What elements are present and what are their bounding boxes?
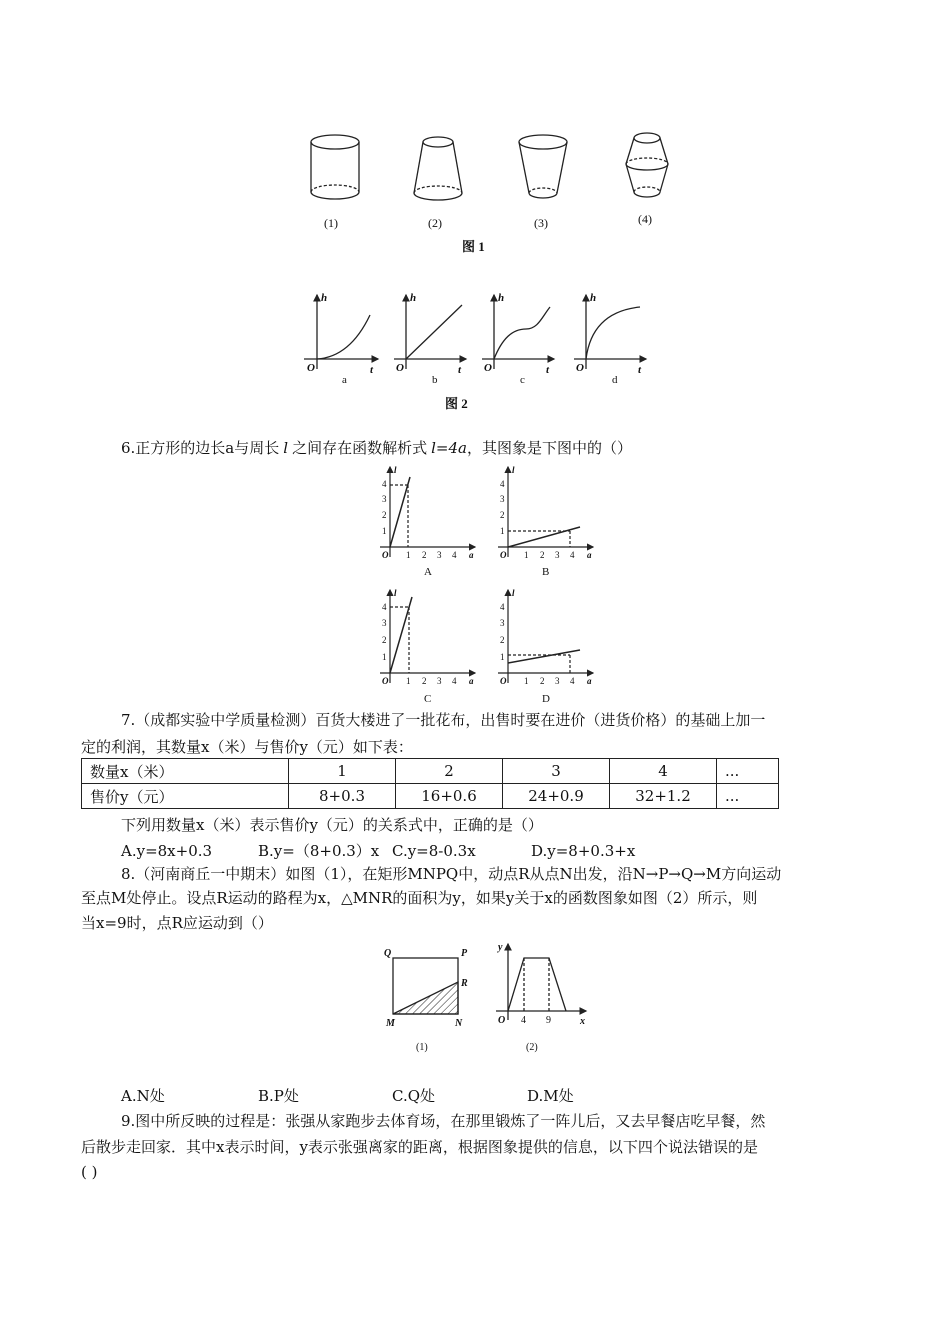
q8-option-c: C.Q处: [392, 1087, 436, 1105]
q7-cell-r1c2: 16+0.6: [396, 784, 503, 809]
q6-C-xt2: 2: [422, 676, 427, 686]
figure-2-graphs: [290, 287, 660, 417]
q6-C-y: l: [394, 588, 397, 598]
q6-var-l: l: [283, 439, 289, 457]
graph-b-o: O: [396, 362, 404, 374]
table-row: [82, 784, 779, 809]
q8-label-R: R: [461, 978, 468, 989]
cup-2-label: (2): [428, 216, 442, 230]
q6-text-mid: 之间存在函数解析式: [292, 439, 428, 457]
q8-graph-x: x: [580, 1016, 585, 1027]
table-row: [82, 759, 779, 784]
q6-B-xt3: 3: [555, 550, 560, 560]
q6-A-xt4: 4: [452, 550, 457, 560]
q6-B-yt1: 1: [500, 526, 505, 536]
graph-d-label: d: [612, 374, 618, 386]
graph-b-x: t: [458, 364, 462, 376]
q8-option-b: B.P处: [258, 1087, 299, 1105]
q8-area-curve: [508, 958, 566, 1011]
q6-B-yt4: 4: [500, 479, 505, 489]
q6-stem: [121, 435, 632, 461]
q7-cell-r1c4: 32+1.2: [610, 784, 717, 809]
graph-d-x: t: [638, 364, 642, 376]
q6-C-x: a: [469, 676, 474, 686]
q7-cell-r0c5: ...: [717, 759, 779, 784]
q8-graph-xt4: 4: [521, 1015, 526, 1026]
q6-C-yt4: 4: [382, 602, 387, 612]
q8-graph-xt9: 9: [546, 1015, 551, 1026]
q6-A-x: a: [469, 550, 474, 560]
q6-D-xt2: 2: [540, 676, 545, 686]
graph-a-label: a: [342, 374, 347, 386]
q6-A-yt2: 2: [382, 510, 387, 520]
q6-graph-D: [488, 585, 598, 707]
q8-label-P: P: [461, 948, 468, 959]
q7-cell-r1c0: 售价y（元）: [82, 784, 289, 809]
q6-C-yt2: 2: [382, 635, 387, 645]
graph-d-y: h: [590, 292, 597, 304]
q6-A-o: O: [382, 550, 389, 560]
q6-text-post: ，其图象是下图中的（）: [466, 439, 632, 457]
q6-B-xt1: 1: [524, 550, 529, 560]
graph-b-label: b: [432, 374, 438, 386]
cup-3-label: (3): [534, 216, 548, 230]
q6-B-xt2: 2: [540, 550, 545, 560]
q6-D-yt4: 4: [500, 602, 505, 612]
cup-1-label: (1): [324, 216, 338, 230]
graph-b-y: h: [410, 292, 417, 304]
graph-c-y: h: [498, 292, 505, 304]
q6-D-yt3: 3: [500, 618, 505, 628]
graph-c-o: O: [484, 362, 492, 374]
q6-D-y: l: [512, 588, 515, 598]
graph-a-y: h: [321, 292, 328, 304]
q6-C-yt3: 3: [382, 618, 387, 628]
q6-A-xt3: 3: [437, 550, 442, 560]
q6-B-xt4: 4: [570, 550, 575, 560]
q7-option-a: A.y=8x+0.3: [121, 842, 213, 860]
q6-D-label: D: [542, 693, 550, 705]
cup-4-label: (4): [638, 212, 652, 226]
q6-A-y: l: [394, 465, 397, 475]
q7-option-d: D.y=8+0.3+x: [531, 842, 636, 860]
graph-c-curve: [494, 307, 550, 359]
q8-graph-y: y: [498, 942, 503, 953]
graph-d-curve: [586, 307, 640, 359]
cup-3-top: [519, 135, 567, 149]
q6-C-o: O: [382, 676, 389, 686]
q7-table: [81, 758, 779, 809]
q7-cell-r0c4: 4: [610, 759, 717, 784]
graph-a-curve: [317, 315, 370, 359]
q6-C-yt1: 1: [382, 652, 387, 662]
figure-1-caption: 图 1: [462, 239, 485, 254]
q6-B-y: l: [512, 465, 515, 475]
q8-option-d: D.M处: [527, 1087, 574, 1105]
q7-question: 下列用数量x（米）表示售价y（元）的关系式中，正确的是（）: [121, 816, 543, 834]
q6-graph-A: [370, 462, 480, 580]
q7-cell-r0c2: 2: [396, 759, 503, 784]
q8-figure-2-graph: [486, 938, 591, 1062]
q6-C-xt4: 4: [452, 676, 457, 686]
q9-line-3: ( ): [81, 1163, 98, 1181]
graph-c-x: t: [546, 364, 550, 376]
q6-D-yt2: 2: [500, 635, 505, 645]
graph-a-o: O: [307, 362, 315, 374]
q6-C-xt3: 3: [437, 676, 442, 686]
q7-cell-r1c3: 24+0.9: [503, 784, 610, 809]
figure-2-caption: 图 2: [445, 396, 468, 411]
q8-graph-o: O: [498, 1015, 506, 1026]
graph-b-line: [406, 305, 462, 359]
q8-line-2: 至点M处停止。设点R运动的路程为x，△MNR的面积为y，如果y关于x的函数图象如图（2）所示，则: [81, 889, 758, 907]
q6-D-xt4: 4: [570, 676, 575, 686]
q6-B-o: O: [500, 550, 507, 560]
q6-C-xt1: 1: [406, 676, 411, 686]
q6-formula: l=4a: [431, 439, 467, 457]
q7-cell-r0c1: 1: [289, 759, 396, 784]
q6-A-yt3: 3: [382, 494, 387, 504]
q9-line-2: 后散步走回家．其中x表示时间，y表示张强离家的距离，根据图象提供的信息，以下四个说法错误的是: [81, 1138, 758, 1156]
cup-1-top: [311, 135, 359, 149]
cup-2-top: [423, 137, 453, 147]
graph-a-x: t: [370, 364, 374, 376]
q6-D-x: a: [587, 676, 592, 686]
q6-A-xt1: 1: [406, 550, 411, 560]
q6-A-label: A: [424, 566, 432, 578]
q7-option-c: C.y=8-0.3x: [392, 842, 476, 860]
graph-d-o: O: [576, 362, 584, 374]
q6-graph-C: [370, 585, 480, 707]
q6-B-label: B: [542, 566, 550, 578]
q7-cell-r1c1: 8+0.3: [289, 784, 396, 809]
q6-A-xt2: 2: [422, 550, 427, 560]
q6-A-yt1: 1: [382, 526, 387, 536]
q6-C-label: C: [424, 693, 432, 705]
q8-fig2-caption: (2): [526, 1042, 538, 1053]
q8-figure-1-rectangle: [378, 942, 478, 1062]
q6-D-xt1: 1: [524, 676, 529, 686]
q8-label-Q: Q: [384, 948, 392, 959]
q8-line-1: 8.（河南商丘一中期末）如图（1），在矩形MNPQ中，动点R从点N出发，沿N→P→Q→M方向运动: [121, 865, 782, 883]
q6-text-pre: 6.正方形的边长a与周长: [121, 439, 280, 457]
q6-D-yt1: 1: [500, 652, 505, 662]
figure-1-cups: [290, 120, 690, 265]
q7-cell-r0c0: 数量x（米）: [82, 759, 289, 784]
q8-label-M: M: [386, 1018, 395, 1029]
q6-A-yt4: 4: [382, 479, 387, 489]
q8-line-3: 当x=9时，点R应运动到（）: [81, 914, 273, 932]
q6-D-o: O: [500, 676, 507, 686]
q9-line-1: 9.图中所反映的过程是：张强从家跑步去体育场，在那里锻炼了一阵儿后，又去早餐店吃早餐，然: [121, 1112, 766, 1130]
q6-D-xt3: 3: [555, 676, 560, 686]
q7-line-1: 7.（成都实验中学质量检测）百货大楼进了一批花布，出售时要在进价（进货价格）的基础上加一: [121, 711, 766, 729]
q6-B-yt3: 3: [500, 494, 505, 504]
q7-cell-r0c3: 3: [503, 759, 610, 784]
cup-4-top: [634, 133, 660, 143]
q8-label-N: N: [455, 1018, 463, 1029]
q6-B-x: a: [587, 550, 592, 560]
q8-option-a: A.N处: [121, 1087, 165, 1105]
q6-graph-B: [488, 462, 598, 580]
q7-option-b: B.y=（8+0.3）x: [258, 842, 380, 860]
graph-c-label: c: [520, 374, 525, 386]
q6-B-yt2: 2: [500, 510, 505, 520]
q7-cell-r1c5: ...: [717, 784, 779, 809]
q7-line-2: 定的利润，其数量x（米）与售价y（元）如下表：: [81, 738, 413, 756]
q8-fig1-caption: (1): [416, 1042, 428, 1053]
